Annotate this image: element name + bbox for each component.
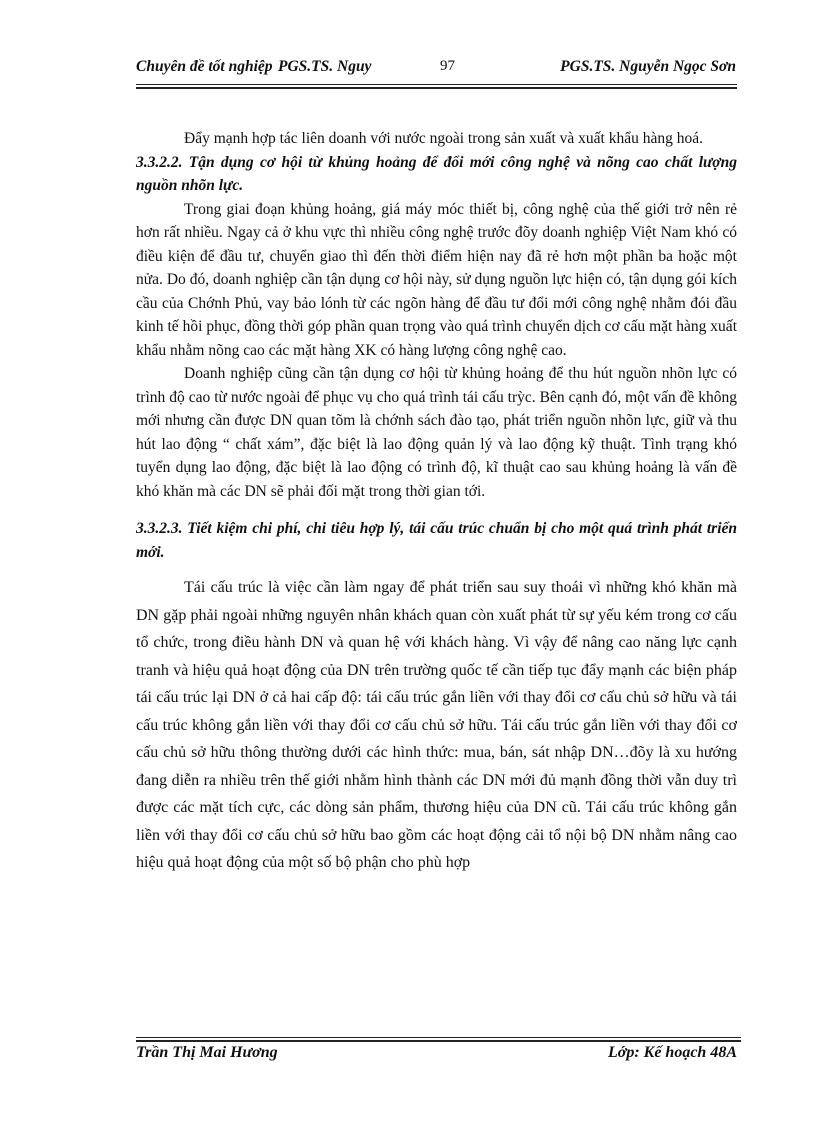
- page-number: 97: [440, 58, 455, 74]
- header-rule-thin: [136, 84, 737, 85]
- section-heading-3-3-2-3: 3.3.2.3. Tiết kiệm chi phí, chi tiêu hợp lý, tái cấu trúc chuẩn bị cho một quá trình phát triển mới.: [136, 520, 737, 561]
- paragraph-intro: Đẩy mạnh hợp tác liên doanh với nước ngoài trong sản xuất và xuất khẩu hàng hoá.: [184, 130, 703, 147]
- paragraph-technology: Trong giai đoạn khủng hoảng, giá máy móc thiết bị, công nghệ của thế giới trở nên rẻ hơn rất nhiều. Ngay cả ở khu vực thì nhiều công nghệ trước đõy doanh nghiệp Việt Nam khó có điều kiện để đầu tư, chuyển giao thì đến thời điểm hiện nay đã rẻ hơn một phần ba hoặc một nửa. Do đó, doanh nghiệp cần tận dụng cơ hội này, sử dụng nguồn lực hiện có, tận dụng gói kích cầu của Chớnh Phủ, vay bảo lónh từ các ngõn hàng để đầu tư đổi mới công nghệ nhằm đói đầu kinh tế hồi phục, đồng thời góp phần quan trọng vào quá trình chuyển dịch cơ cấu mặt hàng xuất khẩu nhằm nõng cao các mặt hàng XK có hàng lượng công nghệ cao.: [136, 200, 737, 359]
- page-body: [136, 127, 737, 877]
- page-header: [136, 58, 736, 84]
- footer-rule-thin: [136, 1037, 741, 1038]
- paragraph-human-resources: Doanh nghiệp cũng cần tận dụng cơ hội từ khủng hoảng để thu hút nguồn nhõn lực có trình độ cao từ nước ngoài để phục vụ cho quá trình tái cấu trỳc. Bên cạnh đó, một vấn đề không mới nhưng cần được DN quan tõm là chớnh sách đào tạo, phát triển nguồn nhõn lực, giữ và thu hút lao động “ chất xám”, đặc biệt là lao động quản lý và lao động kỹ thuật. Tình trạng khó tuyển dụng lao động, đặc biệt là lao động có trình độ, kĩ thuật cao sau khủng hoảng là vấn đề khó khăn mà các DN sẽ phải đối mặt trong thời gian tới.: [136, 365, 737, 500]
- footer-rule-thick: [136, 1040, 741, 1042]
- footer-student-name: Trần Thị Mai Hương: [136, 1044, 278, 1061]
- header-rule-thick: [136, 87, 737, 89]
- section-heading-3-3-2-2: 3.3.2.2. Tận dụng cơ hội từ khủng hoảng để đổi mới công nghệ và nõng cao chất lượng nguồn nhõn lực.: [136, 153, 737, 194]
- header-document-type: Chuyên đề tốt nghiệp: [136, 58, 273, 75]
- header-supervisor: PGS.TS. Nguyễn Ngọc Sơn: [560, 58, 736, 75]
- footer-class: Lớp: Kế hoạch 48A: [607, 1044, 737, 1061]
- paragraph-restructuring: Tái cấu trúc là việc cần làm ngay để phát triển sau suy thoái vì những khó khăn mà DN gặp phải ngoài những nguyên nhân khách quan còn xuất phát từ sự yếu kém trong cơ cấu tổ chức, trong điều hành DN và quan hệ với khách hàng. Vì vậy để nâng cao năng lực cạnh tranh và hiệu quả hoạt động của DN trên trường quốc tế cần tiếp tục đẩy mạnh các biện pháp tái cấu trúc lại DN ở cả hai cấp độ: tái cấu trúc gắn liền với thay đổi cơ cấu chủ sở hữu và tái cấu trúc không gắn liền với thay đổi cơ cấu chủ sở hữu. Tái cấu trúc gắn liền với thay đổi cơ cấu chủ sở hữu thông thường dưới các hình thức: mua, bán, sát nhập DN…đõy là xu hướng đang diễn ra nhiều trên thế giới nhằm hình thành các DN mới đủ mạnh đồng thời vẫn duy trì được các mặt tích cực, các dòng sản phẩm, thương hiệu của DN cũ. Tái cấu trúc không gắn liền với thay đổi cơ cấu chủ sở hữu bao gồm các hoạt động cải tổ nội bộ DN nhằm nâng cao hiệu quả hoạt động của một số bộ phận cho phù hợp: [136, 579, 737, 871]
- header-author-fragment: PGS.TS. Nguy: [278, 58, 372, 75]
- page-footer: [136, 1044, 741, 1068]
